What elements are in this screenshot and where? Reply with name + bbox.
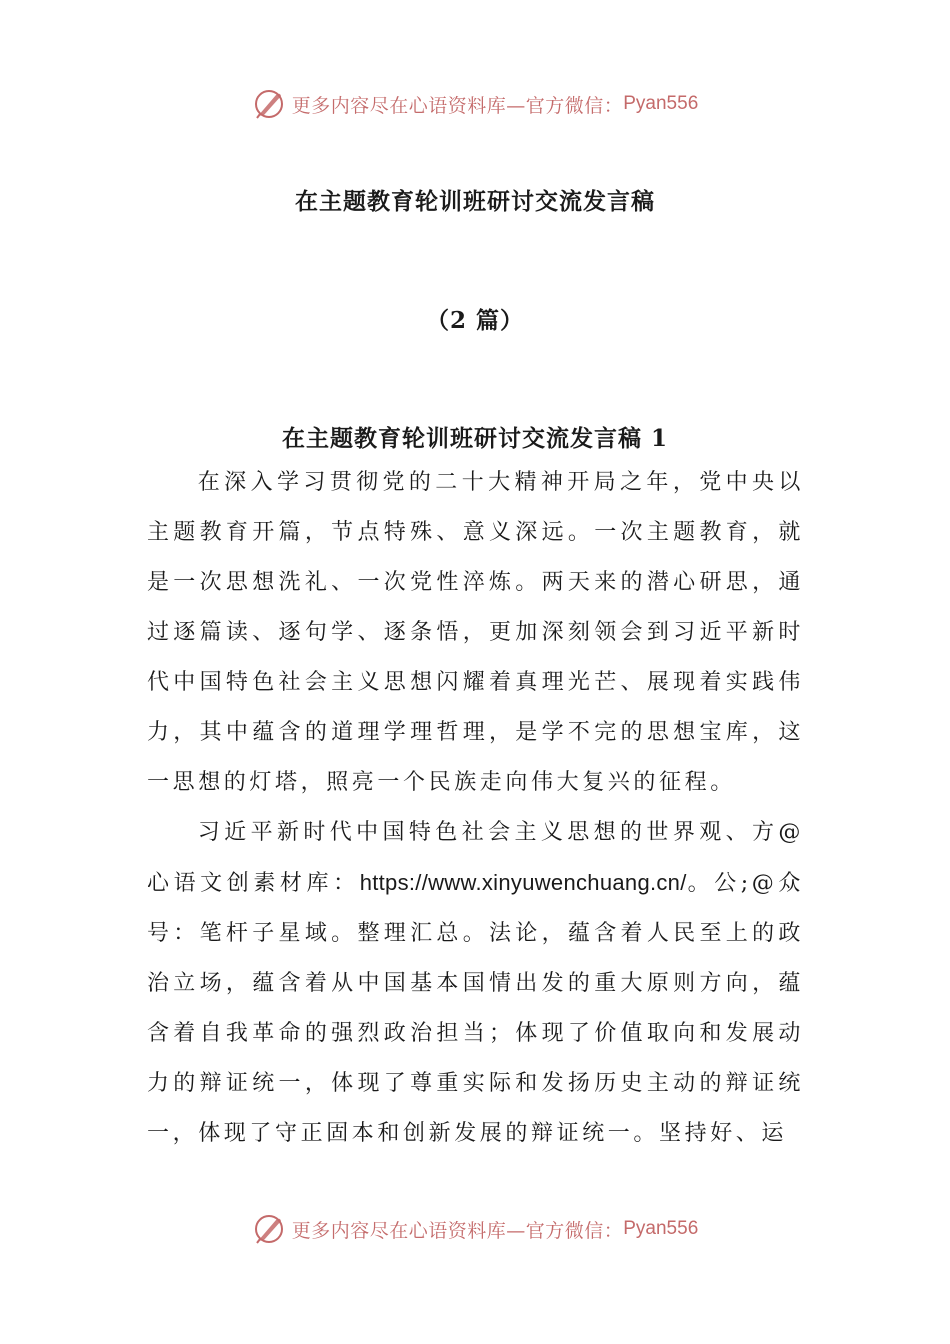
watermark-text: 更多内容尽在心语资料库—官方微信： [291,94,624,117]
document-title: 在主题教育轮训班研讨交流发言稿 [295,188,655,215]
watermark-wechat-id: Pyan556 [623,93,699,114]
watermark-text: 更多内容尽在心语资料库—官方微信： [291,1219,624,1242]
quill-pen-icon [252,87,286,121]
quill-pen-icon [252,1212,286,1246]
section-title: 在主题教育轮训班研讨交流发言稿 1 [281,425,668,452]
paragraph-2-text-b: 。公;@众号：笔杆子星域。整理汇总。法论，蕴含着人民至上的政治立场，蕴含着从中国基本国情出发的重大原则方向，蕴含着自我革命的强烈政治担当；体现了价值取向和发展动力的辩证统一，体现了尊重实际和发扬历史主动的辩证统一，体现了守正固本和创新发展的辩证统一。坚持好、运 [147,871,804,1146]
paragraph-2-text-a: 习近平新时代中国特色社会主义思想的世界观、方@心语文创素材库： [147,820,804,896]
paragraph-1-text: 在深入学习贯彻党的二十大精神开局之年，党中央以主题教育开篇，节点特殊、意义深远。一次主题教育，就是一次思想洗礼、一次党性淬炼。两天来的潜心研思，通过逐篇读、逐句学、逐条悟，更加深刻领会到习近平新时代中国特色社会主义思想闪耀着真理光芒、展现着实践伟力，其中蕴含的道理学理哲理，是学不完的思想宝库，这一思想的灯塔，照亮一个民族走向伟大复兴的征程。 [147,470,804,795]
document-count-label: （2 篇） [425,307,524,334]
paragraph-2-url: https://www.xinyuwenchuang.cn/ [359,870,687,895]
footer-watermark [0,1209,950,1249]
watermark-wechat-id: Pyan556 [623,1218,699,1239]
body-paragraph-1 [147,458,804,808]
header-watermark [0,84,950,124]
body-paragraph-2 [147,808,804,1159]
